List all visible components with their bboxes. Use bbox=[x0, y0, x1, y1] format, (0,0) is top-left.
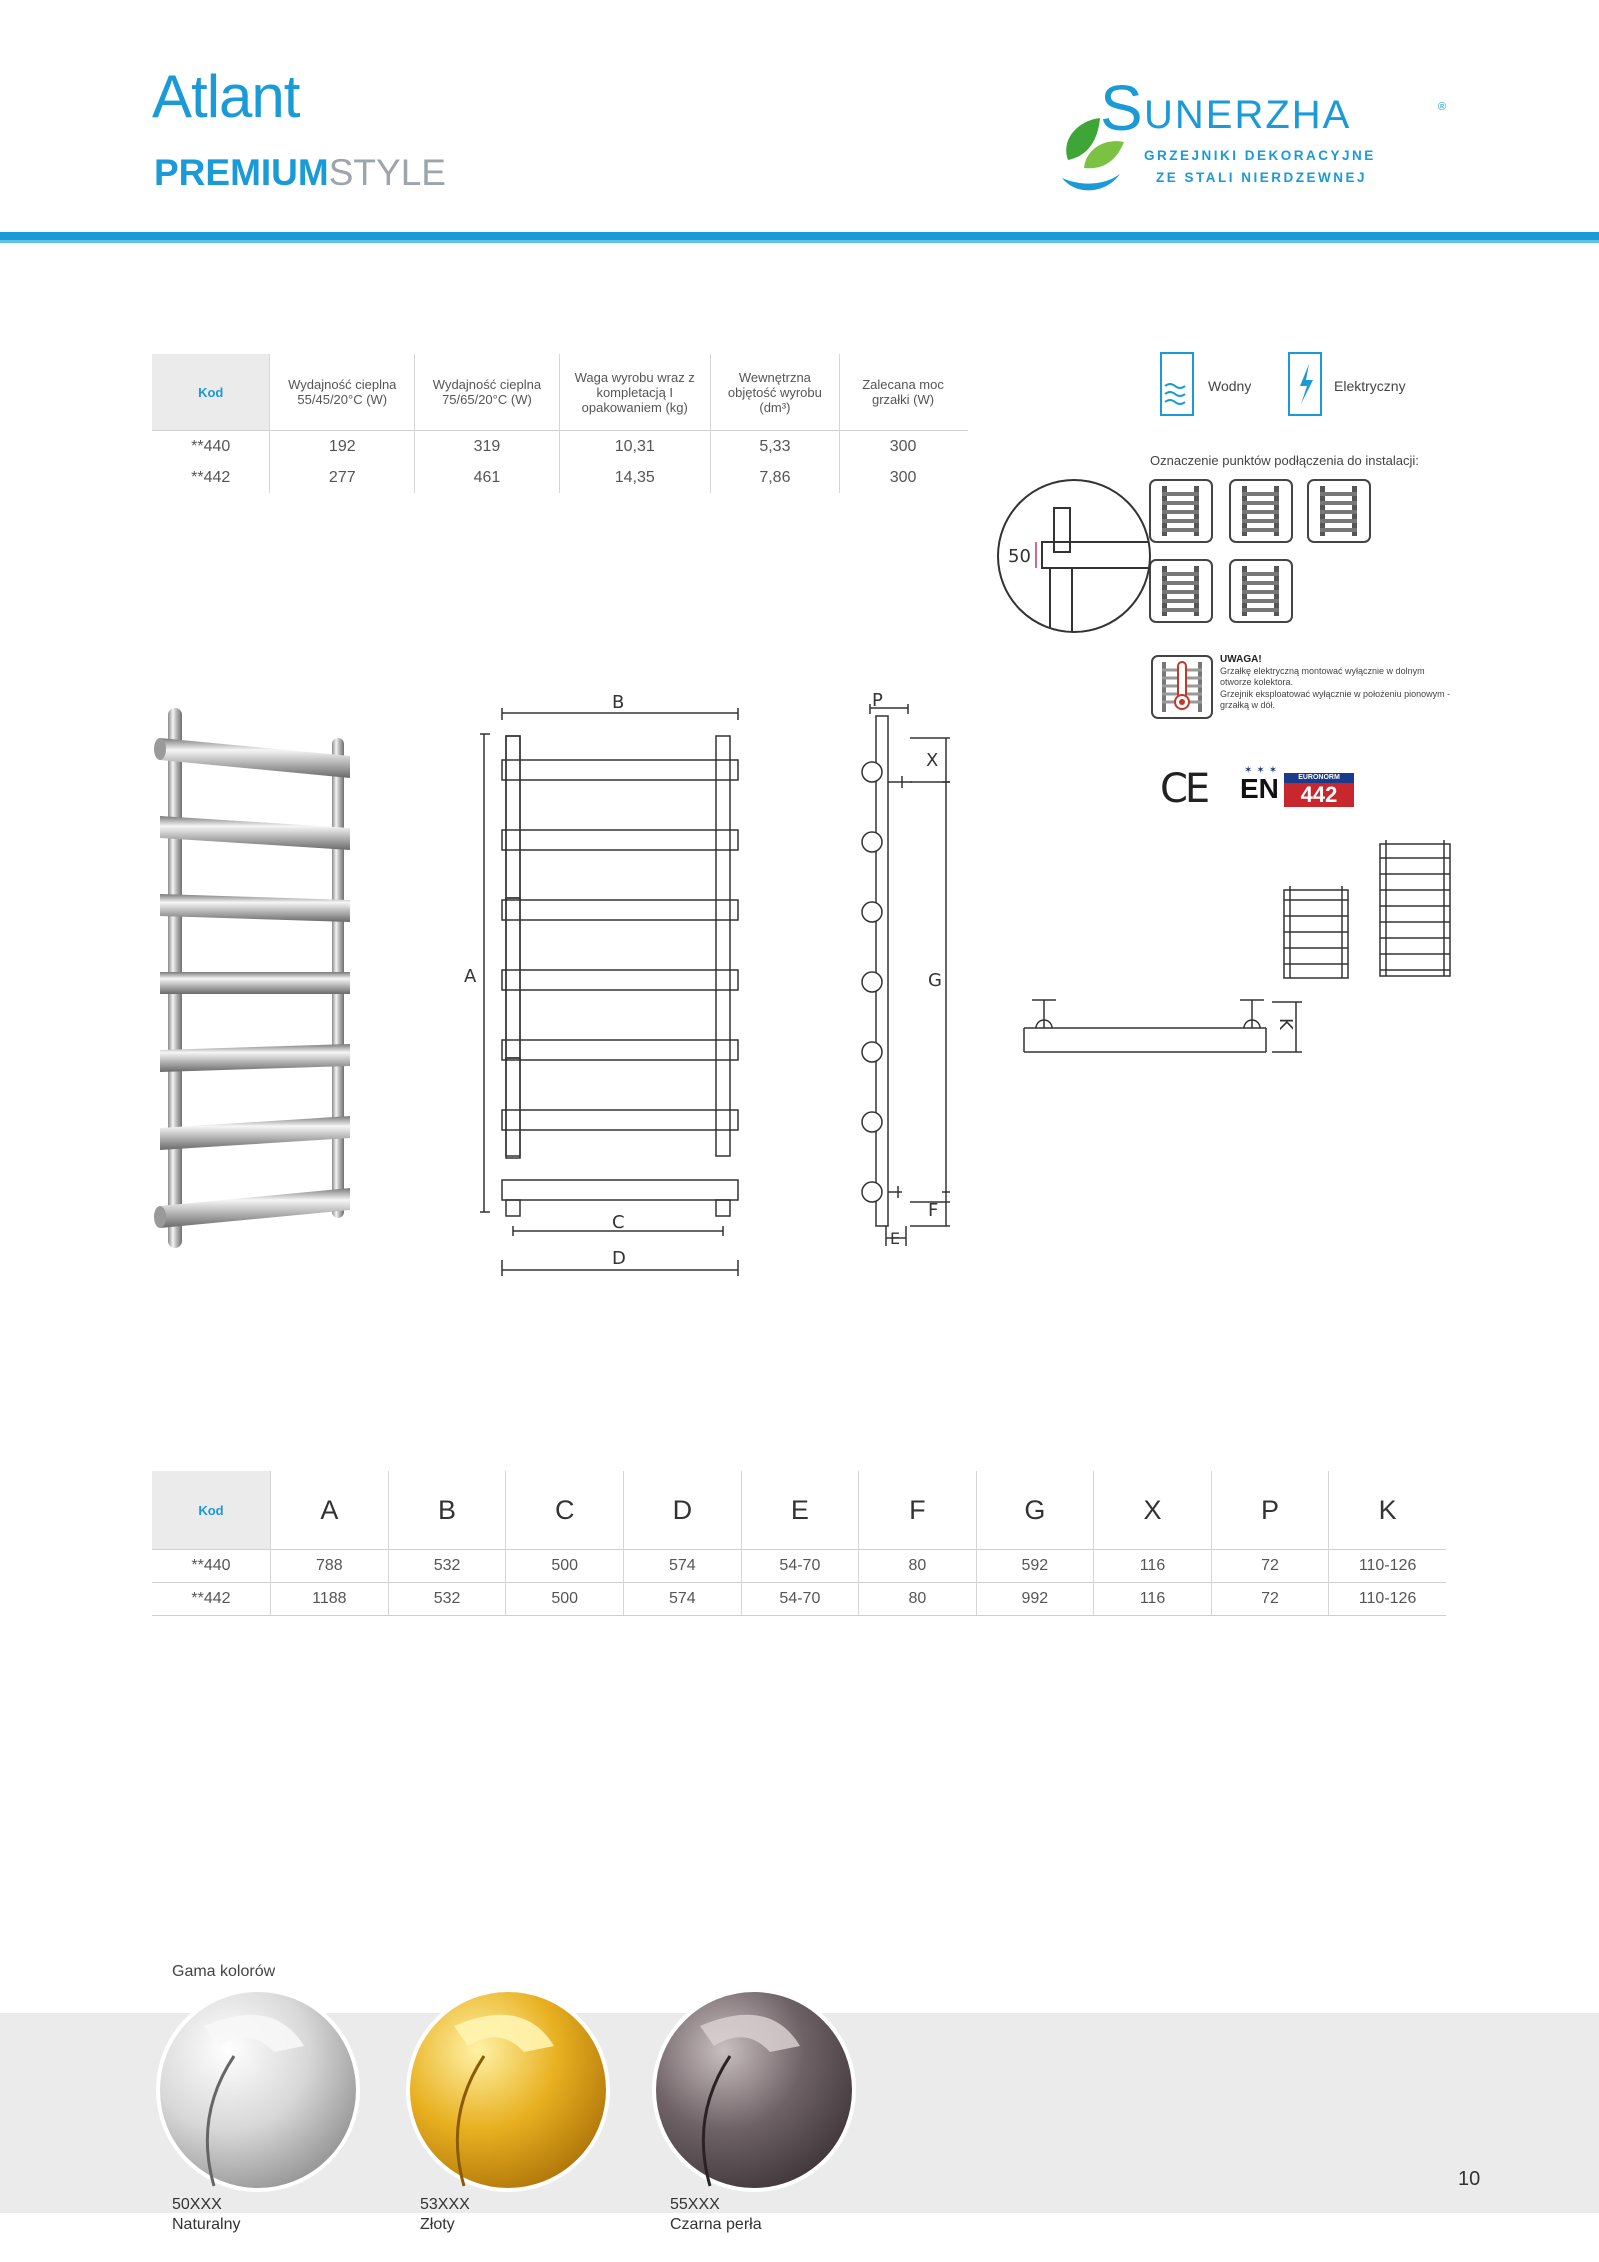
color-range-heading: Gama kolorów bbox=[172, 1963, 276, 1980]
dim-cell: 574 bbox=[624, 1583, 742, 1616]
en-text: EN bbox=[1240, 773, 1279, 804]
spec-header-output-55: Wydajność cieplna 55/45/20°C (W) bbox=[270, 354, 415, 431]
dim-header-g: G bbox=[976, 1471, 1094, 1550]
spec-header-kod: Kod bbox=[152, 354, 270, 431]
connection-icon bbox=[1230, 480, 1292, 542]
sunerzha-logo bbox=[1040, 68, 1460, 198]
size-variant-drawings bbox=[1280, 838, 1456, 980]
dim-cell: 500 bbox=[506, 1583, 624, 1616]
front-technical-drawing bbox=[460, 686, 750, 1286]
product-line-light: STYLE bbox=[328, 152, 446, 193]
detail-dimension-label: 50 bbox=[1008, 546, 1031, 567]
spec-table bbox=[152, 354, 968, 493]
dim-label-g: G bbox=[928, 970, 942, 991]
dim-cell: 80 bbox=[859, 1550, 976, 1583]
dim-header-b: B bbox=[388, 1471, 506, 1550]
logo-registered: ® bbox=[1438, 101, 1447, 113]
dim-cell: 54-70 bbox=[741, 1583, 859, 1616]
dim-cell: 574 bbox=[624, 1550, 742, 1583]
dim-cell: 72 bbox=[1211, 1583, 1328, 1616]
spec-cell: 14,35 bbox=[559, 462, 710, 493]
radiator-photo bbox=[150, 698, 370, 1258]
spec-cell: 5,33 bbox=[710, 431, 839, 463]
connection-detail-drawing bbox=[982, 478, 1152, 634]
stars-icon: ✶✶✶ bbox=[1244, 765, 1282, 776]
euronorm-text: EURONORM bbox=[1284, 773, 1354, 783]
swatch-code: 53XXX bbox=[420, 2196, 470, 2213]
dim-header-x: X bbox=[1094, 1471, 1212, 1550]
warning-title: UWAGA! bbox=[1220, 654, 1262, 665]
dim-cell: 80 bbox=[859, 1583, 976, 1616]
dim-cell: 532 bbox=[388, 1583, 506, 1616]
logo-s: S bbox=[1100, 72, 1143, 144]
norm-number: 442 bbox=[1284, 783, 1354, 807]
header-rule-light bbox=[0, 240, 1599, 243]
dim-header-c: C bbox=[506, 1471, 624, 1550]
connection-icon bbox=[1308, 480, 1370, 542]
spec-header-weight: Waga wyrobu wraz z kompletacją I opakowaniem (kg) bbox=[559, 354, 710, 431]
dim-header-a: A bbox=[270, 1471, 388, 1550]
warning-note bbox=[1220, 654, 1455, 712]
ce-mark: CE bbox=[1160, 766, 1208, 812]
dim-cell: 532 bbox=[388, 1550, 506, 1583]
dim-cell: 788 bbox=[270, 1550, 388, 1583]
swatch-name: Złoty bbox=[420, 2216, 455, 2233]
swatch-label-naturalny bbox=[172, 2195, 240, 2235]
dim-label-b: B bbox=[612, 692, 625, 713]
dimensions-table bbox=[152, 1471, 1446, 1616]
table-row bbox=[152, 431, 968, 463]
spec-cell: 7,86 bbox=[710, 462, 839, 493]
dim-cell: 1188 bbox=[270, 1583, 388, 1616]
dim-header-f: F bbox=[859, 1471, 976, 1550]
swatch-label-czarna-perla bbox=[670, 2195, 762, 2235]
dim-label-k: K bbox=[1275, 1018, 1296, 1030]
dim-cell: 110-126 bbox=[1329, 1583, 1446, 1616]
swatch-code: 55XXX bbox=[670, 2196, 720, 2213]
spec-cell: 277 bbox=[270, 462, 415, 493]
dim-cell: 116 bbox=[1094, 1550, 1212, 1583]
electric-label: Elektryczny bbox=[1334, 378, 1406, 394]
dim-label-x: X bbox=[926, 750, 939, 771]
product-line bbox=[154, 152, 446, 194]
table-row bbox=[152, 1550, 1446, 1583]
electric-heating-icon bbox=[1288, 352, 1322, 416]
product-line-bold: PREMIUM bbox=[154, 152, 329, 193]
spec-cell-spacer bbox=[966, 431, 968, 463]
heater-warning-icon bbox=[1150, 654, 1214, 720]
side-technical-drawing bbox=[850, 686, 960, 1246]
spec-cell: **440 bbox=[152, 431, 270, 463]
dim-label-c: C bbox=[612, 1212, 625, 1233]
dim-label-p: P bbox=[872, 690, 883, 711]
dim-header-d: D bbox=[624, 1471, 742, 1550]
dim-cell: 72 bbox=[1211, 1550, 1328, 1583]
dim-cell: 54-70 bbox=[741, 1550, 859, 1583]
page-number: 10 bbox=[1458, 2168, 1481, 2190]
spec-cell: **442 bbox=[191, 468, 231, 486]
swatch-name: Naturalny bbox=[172, 2216, 241, 2233]
logo-tagline-2: ZE STALI NIERDZEWNEJ bbox=[1156, 170, 1368, 185]
water-heating-icon bbox=[1160, 352, 1194, 416]
en-442-badge bbox=[1240, 765, 1356, 809]
dim-cell: 592 bbox=[976, 1550, 1094, 1583]
dim-cell: 110-126 bbox=[1329, 1550, 1446, 1583]
table-row bbox=[152, 1583, 1446, 1616]
product-title: Atlant bbox=[152, 63, 300, 130]
connection-icon bbox=[1150, 480, 1212, 542]
dim-cell: 500 bbox=[506, 1550, 624, 1583]
dim-cell: 992 bbox=[976, 1583, 1094, 1616]
dim-label-a: A bbox=[464, 966, 477, 987]
dim-label-e: E bbox=[890, 1229, 901, 1246]
dim-label-d: D bbox=[612, 1248, 626, 1269]
warning-line-1: Grzałkę elektryczną montować wyłącznie w dolnym otworze kolektora. bbox=[1220, 665, 1425, 687]
swatch-czarna-perla bbox=[654, 1990, 854, 2190]
spec-cell: 192 bbox=[270, 431, 415, 463]
swatch-code: 50XXX bbox=[172, 2196, 222, 2213]
swatch-zloty bbox=[408, 1990, 608, 2190]
dim-cell: **440 bbox=[152, 1550, 270, 1583]
dim-header-kod: Kod bbox=[152, 1471, 270, 1550]
warning-line-2: Grzejnik eksploatować wyłącznie w położeniu pionowym - grzałką w dół. bbox=[1220, 688, 1451, 710]
spec-cell: 300 bbox=[840, 431, 966, 463]
spec-cell: 319 bbox=[415, 431, 560, 463]
logo-tagline-1: GRZEJNIKI DEKORACYJNE bbox=[1144, 148, 1376, 163]
top-view-drawing bbox=[1018, 990, 1308, 1056]
spec-cell: 300 bbox=[840, 462, 966, 493]
spec-header-output-75: Wydajność cieplna 75/65/20°C (W) bbox=[415, 354, 560, 431]
spec-cell: 10,31 bbox=[559, 431, 710, 463]
logo-text: UNERZHA bbox=[1144, 93, 1352, 137]
water-label: Wodny bbox=[1208, 378, 1252, 394]
table-row bbox=[152, 462, 968, 493]
connection-icon bbox=[1230, 560, 1292, 622]
spec-cell: 461 bbox=[415, 462, 560, 493]
dim-header-k: K bbox=[1329, 1471, 1446, 1550]
connection-points-label: Oznaczenie punktów podłączenia do instalacji: bbox=[1150, 453, 1419, 468]
spec-cell-spacer bbox=[966, 462, 968, 493]
header-rule bbox=[0, 232, 1599, 240]
spec-header-spacer bbox=[966, 354, 968, 431]
color-swatches bbox=[154, 1986, 884, 2192]
dim-cell: **442 bbox=[152, 1583, 270, 1616]
dim-header-p: P bbox=[1211, 1471, 1328, 1550]
spec-header-volume: Wewnętrzna objętość wyrobu (dm³) bbox=[710, 354, 839, 431]
dim-cell: 116 bbox=[1094, 1583, 1212, 1616]
swatch-name: Czarna perła bbox=[670, 2216, 762, 2233]
dimensions-table-header bbox=[152, 1471, 1446, 1550]
connection-icon bbox=[1150, 560, 1212, 622]
swatch-naturalny bbox=[158, 1990, 358, 2190]
dim-label-f: F bbox=[928, 1200, 939, 1221]
spec-table-header bbox=[152, 354, 968, 431]
swatch-label-zloty bbox=[420, 2195, 470, 2235]
spec-header-heater-power: Zalecana moc grzałki (W) bbox=[840, 354, 966, 431]
connection-points-icons bbox=[1148, 478, 1374, 624]
dim-header-e: E bbox=[741, 1471, 859, 1550]
